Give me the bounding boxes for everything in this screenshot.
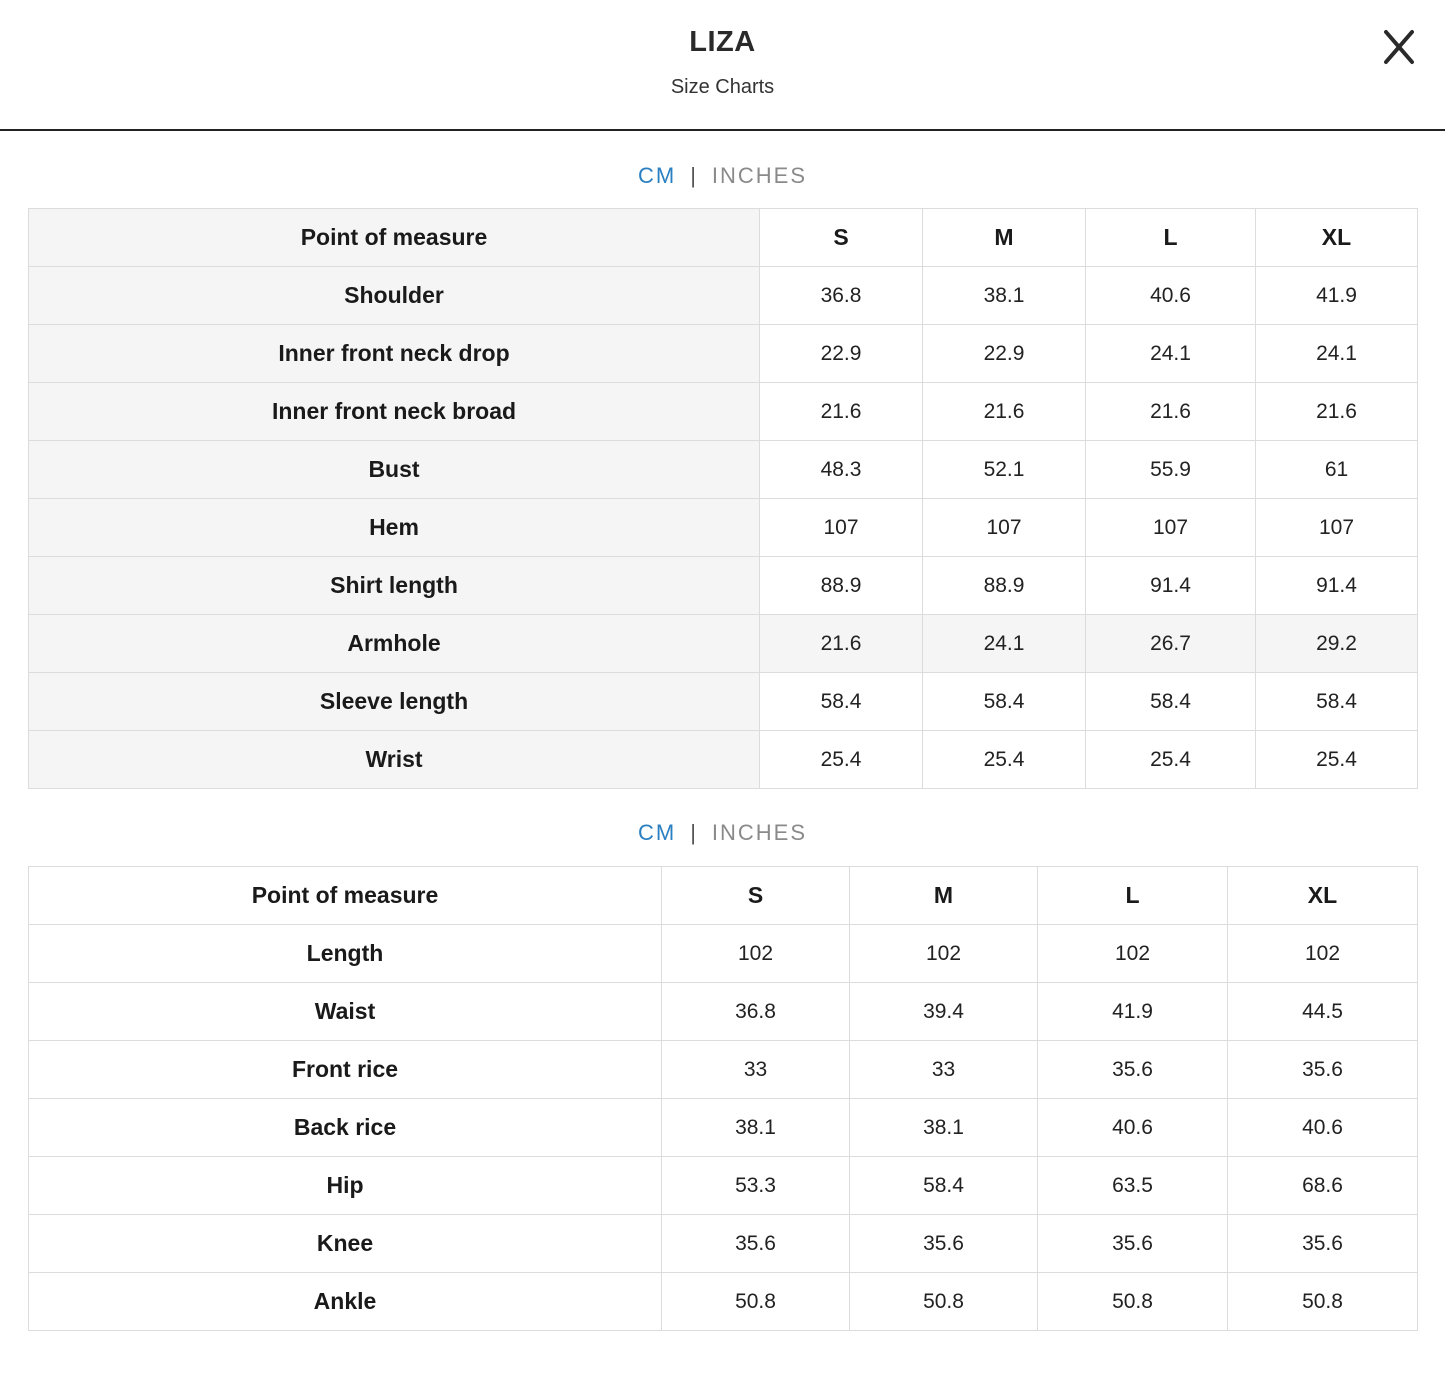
page-title: LIZA [689,26,756,58]
table-row [29,325,1418,383]
table-cell: 40.6 [1086,267,1256,325]
table-row-highlighted [29,615,1418,673]
table-cell: 44.5 [1228,983,1418,1041]
top-size-table [28,208,1418,789]
table-cell: 58.4 [923,673,1086,731]
table-cell: 50.8 [662,1273,850,1331]
table-row [29,441,1418,499]
table-cell: 35.6 [850,1215,1038,1273]
row-label: Length [29,925,662,983]
row-label: Front rice [29,1041,662,1099]
table-cell: 21.6 [923,383,1086,441]
table-cell: 63.5 [1038,1157,1228,1215]
column-header: S [760,209,923,267]
table-cell: 22.9 [760,325,923,383]
table-header-row [29,867,1418,925]
table-cell: 58.4 [1256,673,1418,731]
row-label: Wrist [29,731,760,789]
row-label: Armhole [29,615,760,673]
table-cell: 38.1 [850,1099,1038,1157]
table-row [29,731,1418,789]
row-label: Sleeve length [29,673,760,731]
table-cell: 50.8 [1228,1273,1418,1331]
table-row [29,983,1418,1041]
row-label: Ankle [29,1273,662,1331]
bottom-size-table [28,866,1418,1331]
table-cell: 33 [662,1041,850,1099]
unit-toggle [0,161,1445,191]
table-row [29,499,1418,557]
table-cell: 21.6 [1086,383,1256,441]
table-cell: 39.4 [850,983,1038,1041]
modal-header [0,0,1445,131]
table-row [29,557,1418,615]
table-cell: 36.8 [662,983,850,1041]
table-cell: 21.6 [760,615,923,673]
table-row [29,1215,1418,1273]
table-cell: 68.6 [1228,1157,1418,1215]
table-cell: 102 [1228,925,1418,983]
column-header: Point of measure [29,209,760,267]
table-cell: 107 [760,499,923,557]
row-label: Knee [29,1215,662,1273]
unit-separator: | [690,163,698,188]
table-cell: 33 [850,1041,1038,1099]
table-header-row [29,209,1418,267]
row-label: Back rice [29,1099,662,1157]
table-cell: 102 [1038,925,1228,983]
table-row [29,1157,1418,1215]
table-cell: 29.2 [1256,615,1418,673]
unit-inches-tab[interactable]: INCHES [711,163,808,188]
unit-cm-tab[interactable]: CM [637,163,677,188]
table-cell: 38.1 [923,267,1086,325]
table-cell: 107 [1256,499,1418,557]
table-cell: 102 [662,925,850,983]
table-cell: 50.8 [850,1273,1038,1331]
unit-cm-tab[interactable]: CM [637,820,677,845]
unit-toggle [0,818,1445,848]
table-cell: 36.8 [760,267,923,325]
table-cell: 25.4 [923,731,1086,789]
table-cell: 35.6 [1038,1041,1228,1099]
column-header: L [1038,867,1228,925]
table-cell: 41.9 [1256,267,1418,325]
table-cell: 107 [923,499,1086,557]
table-cell: 61 [1256,441,1418,499]
column-header: M [850,867,1038,925]
table-row [29,267,1418,325]
table-row [29,383,1418,441]
row-label: Hem [29,499,760,557]
table-cell: 58.4 [1086,673,1256,731]
table-row [29,1041,1418,1099]
table-cell: 25.4 [1256,731,1418,789]
unit-inches-tab[interactable]: INCHES [711,820,808,845]
table-row [29,673,1418,731]
row-label: Hip [29,1157,662,1215]
table-cell: 26.7 [1086,615,1256,673]
unit-separator: | [690,820,698,845]
row-label: Shirt length [29,557,760,615]
table-cell: 24.1 [1256,325,1418,383]
table-cell: 88.9 [923,557,1086,615]
table-cell: 48.3 [760,441,923,499]
row-label: Inner front neck drop [29,325,760,383]
table-cell: 107 [1086,499,1256,557]
table-cell: 52.1 [923,441,1086,499]
table-cell: 24.1 [923,615,1086,673]
table-cell: 40.6 [1228,1099,1418,1157]
table-cell: 35.6 [1228,1215,1418,1273]
row-label: Shoulder [29,267,760,325]
column-header: XL [1256,209,1418,267]
row-label: Bust [29,441,760,499]
row-label: Inner front neck broad [29,383,760,441]
column-header: L [1086,209,1256,267]
close-icon [1376,24,1422,70]
table-cell: 91.4 [1256,557,1418,615]
table-cell: 88.9 [760,557,923,615]
table-cell: 21.6 [1256,383,1418,441]
table-cell: 35.6 [662,1215,850,1273]
close-button[interactable] [1376,24,1422,70]
row-label: Waist [29,983,662,1041]
table-cell: 40.6 [1038,1099,1228,1157]
table-cell: 21.6 [760,383,923,441]
table-cell: 102 [850,925,1038,983]
table-row [29,1099,1418,1157]
table-cell: 41.9 [1038,983,1228,1041]
table-cell: 38.1 [662,1099,850,1157]
table-cell: 22.9 [923,325,1086,383]
column-header: S [662,867,850,925]
table-cell: 35.6 [1038,1215,1228,1273]
table-cell: 55.9 [1086,441,1256,499]
table-cell: 53.3 [662,1157,850,1215]
table-cell: 50.8 [1038,1273,1228,1331]
table-cell: 91.4 [1086,557,1256,615]
table-cell: 58.4 [760,673,923,731]
column-header: XL [1228,867,1418,925]
table-cell: 25.4 [1086,731,1256,789]
page-subtitle: Size Charts [670,76,775,98]
column-header: M [923,209,1086,267]
table-row [29,1273,1418,1331]
table-cell: 35.6 [1228,1041,1418,1099]
table-cell: 58.4 [850,1157,1038,1215]
column-header: Point of measure [29,867,662,925]
table-row [29,925,1418,983]
table-cell: 24.1 [1086,325,1256,383]
table-cell: 25.4 [760,731,923,789]
